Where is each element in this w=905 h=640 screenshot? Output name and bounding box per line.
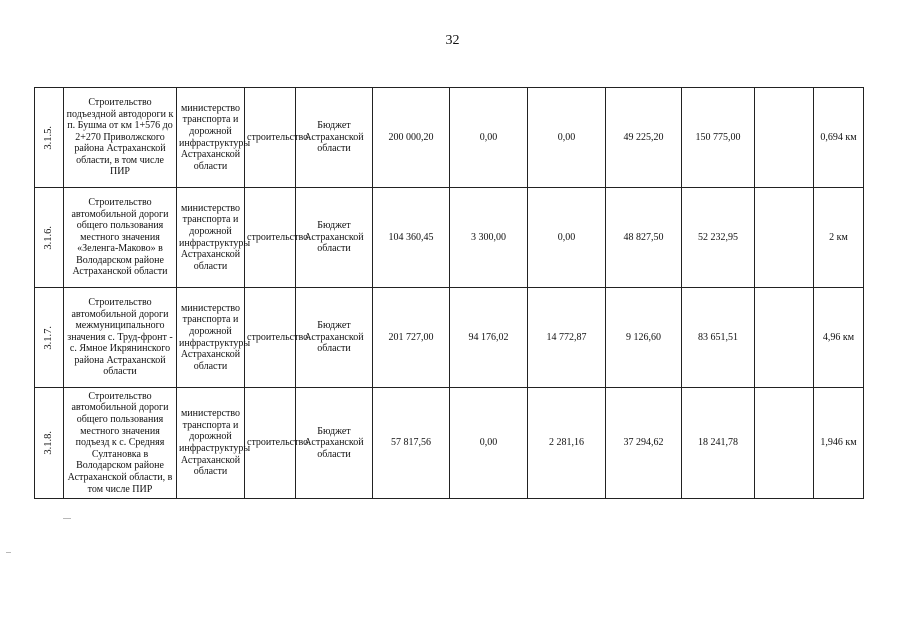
row-number: 3.1.7. <box>43 325 55 350</box>
work-type-cell: строительство <box>245 188 296 288</box>
work-type-cell: строительство <box>245 88 296 188</box>
project-name-cell: Строительство автомобильной дороги общего пользования местного значения «Зеленга-Маково» в Володарском районе Астраханской области <box>64 188 177 288</box>
year-2-amount-cell: 14 772,87 <box>528 288 606 388</box>
funding-source-cell: Бюджет Астраханской области <box>296 188 373 288</box>
year-5-amount-cell <box>755 288 814 388</box>
funding-source-cell: Бюджет Астраханской области <box>296 388 373 499</box>
row-number: 3.1.6. <box>43 225 55 250</box>
row-number: 3.1.5. <box>43 125 55 150</box>
year-4-amount-cell: 52 232,95 <box>682 188 755 288</box>
road-length-cell: 1,946 км <box>814 388 864 499</box>
total-amount-cell: 104 360,45 <box>373 188 450 288</box>
year-4-amount-cell: 18 241,78 <box>682 388 755 499</box>
year-2-amount-cell: 0,00 <box>528 188 606 288</box>
year-2-amount-cell: 0,00 <box>528 88 606 188</box>
row-number-cell <box>35 88 64 188</box>
year-3-amount-cell: 49 225,20 <box>606 88 682 188</box>
funding-source-cell: Бюджет Астраханской области <box>296 288 373 388</box>
table-row <box>35 388 864 499</box>
executor-cell: министерство транспорта и дорожной инфраструктуры Астраханской области <box>177 388 245 499</box>
table-row <box>35 188 864 288</box>
year-4-amount-cell: 83 651,51 <box>682 288 755 388</box>
budget-table <box>34 87 864 499</box>
year-4-amount-cell: 150 775,00 <box>682 88 755 188</box>
year-1-amount-cell: 0,00 <box>450 88 528 188</box>
year-1-amount-cell: 94 176,02 <box>450 288 528 388</box>
table-row <box>35 288 864 388</box>
row-number-cell <box>35 288 64 388</box>
year-1-amount-cell: 3 300,00 <box>450 188 528 288</box>
year-3-amount-cell: 48 827,50 <box>606 188 682 288</box>
project-name-cell: Строительство автомобильной дороги межмуниципального значения с. Труд-фронт - с. Ямное Икрянинского района Астраханской области <box>64 288 177 388</box>
year-1-amount-cell: 0,00 <box>450 388 528 499</box>
total-amount-cell: 201 727,00 <box>373 288 450 388</box>
road-length-cell: 4,96 км <box>814 288 864 388</box>
project-name-cell: Строительство подъездной автодороги к п. Бушма от км 1+576 до 2+270 Приволжского района Астраханской области, в том числе ПИР <box>64 88 177 188</box>
executor-cell: министерство транспорта и дорожной инфраструктуры Астраханской области <box>177 88 245 188</box>
executor-cell: министерство транспорта и дорожной инфраструктуры Астраханской области <box>177 288 245 388</box>
total-amount-cell: 57 817,56 <box>373 388 450 499</box>
work-type-cell: строительство <box>245 288 296 388</box>
year-5-amount-cell <box>755 88 814 188</box>
road-length-cell: 0,694 км <box>814 88 864 188</box>
page-number: 32 <box>445 33 460 48</box>
scan-artifact <box>63 518 71 519</box>
year-3-amount-cell: 9 126,60 <box>606 288 682 388</box>
project-name-cell: Строительство автомобильной дороги общего пользования местного значения подъезд к с. Средняя Султановка в Володарском районе Астраханской области, в том числе ПИР <box>64 388 177 499</box>
work-type-cell: строительство <box>245 388 296 499</box>
executor-cell: министерство транспорта и дорожной инфраструктуры Астраханской области <box>177 188 245 288</box>
year-2-amount-cell: 2 281,16 <box>528 388 606 499</box>
table-row <box>35 88 864 188</box>
scan-artifact <box>6 552 11 553</box>
total-amount-cell: 200 000,20 <box>373 88 450 188</box>
row-number-cell <box>35 188 64 288</box>
road-length-cell: 2 км <box>814 188 864 288</box>
funding-source-cell: Бюджет Астраханской области <box>296 88 373 188</box>
year-5-amount-cell <box>755 188 814 288</box>
year-5-amount-cell <box>755 388 814 499</box>
year-3-amount-cell: 37 294,62 <box>606 388 682 499</box>
row-number-cell <box>35 388 64 499</box>
row-number: 3.1.8. <box>43 431 55 455</box>
